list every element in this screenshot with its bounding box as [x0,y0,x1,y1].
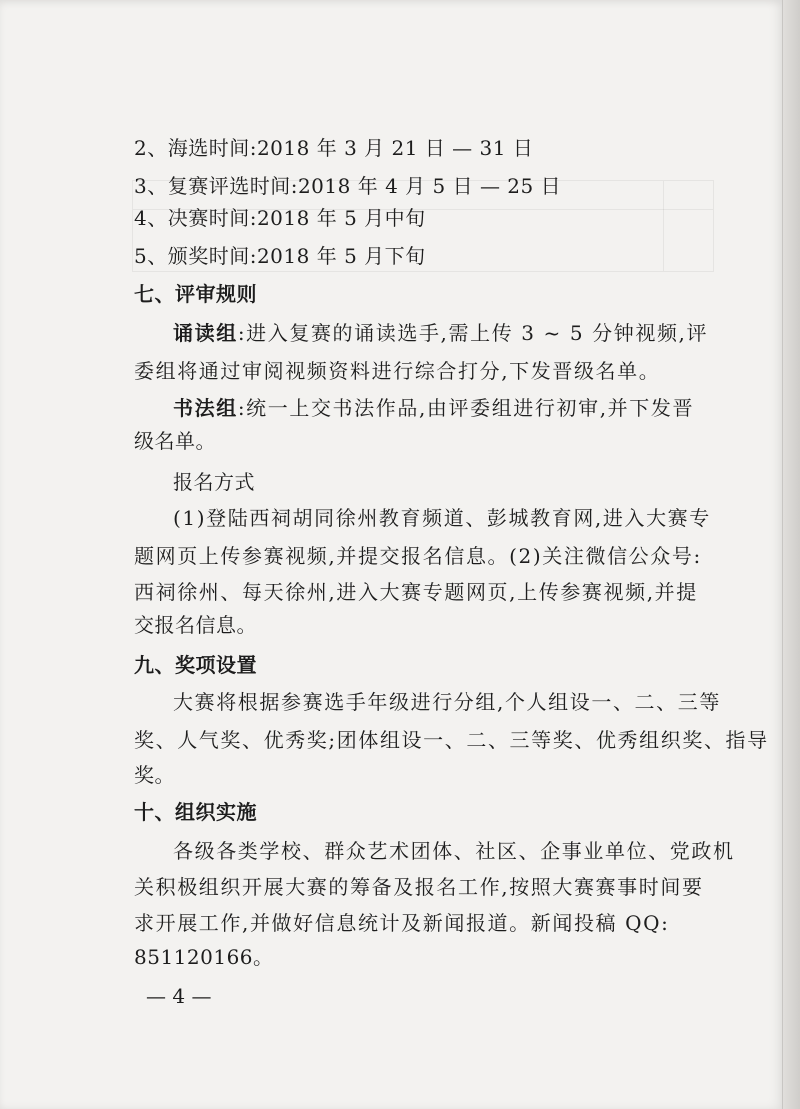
rule-calligraphy-text: :统一上交书法作品,由评委组进行初审,并下发晋 [237,396,695,420]
organization-line-3: 求开展工作,并做好信息统计及新闻报道。新闻投稿 QQ: [134,911,670,935]
section-heading-awards: 九、奖项设置 [134,653,257,677]
schedule-item-final: 4、决赛时间:2018 年 5 月中旬 [134,206,426,230]
rule-recitation-line-2: 委组将通过审阅视频资料进行综合打分,下发晋级名单。 [134,359,661,383]
schedule-item-audition: 2、海选时间:2018 年 3 月 21 日 — 31 日 [134,136,534,160]
registration-line-1: (1)登陆西祠胡同徐州教育频道、彭城教育网,进入大赛专 [173,506,711,530]
registration-line-2: 题网页上传参赛视频,并提交报名信息。(2)关注微信公众号: [134,544,702,568]
organization-line-4: 851120166。 [134,945,274,969]
rule-recitation-label: 诵读组 [173,321,238,345]
rule-recitation-line-1 [173,318,708,348]
section-heading-organization: 十、组织实施 [134,800,257,824]
awards-line-3: 奖。 [134,763,175,787]
schedule-item-award: 5、颁奖时间:2018 年 5 月下旬 [134,244,426,268]
rule-calligraphy-line-1 [173,393,694,423]
schedule-item-semifinal: 3、复赛评选时间:2018 年 4 月 5 日 — 25 日 [134,174,562,198]
rule-calligraphy-label: 书法组 [173,396,238,420]
page-number: — 4 — [146,984,212,1008]
awards-line-2: 奖、人气奖、优秀奖;团体组设一、二、三等奖、优秀组织奖、指导 [134,728,769,752]
organization-line-1: 各级各类学校、群众艺术团体、社区、企事业单位、党政机 [173,839,735,863]
section-heading-registration: 报名方式 [173,470,255,494]
registration-line-3: 西祠徐州、每天徐州,进入大赛专题网页,上传参赛视频,并提 [134,580,698,604]
registration-line-4: 交报名信息。 [134,613,257,637]
awards-line-1: 大赛将根据参赛选手年级进行分组,个人组设一、二、三等 [173,690,721,714]
page-edge [782,0,800,1109]
rule-recitation-text: :进入复赛的诵读选手,需上传 3 ~ 5 分钟视频,评 [237,321,709,345]
rule-calligraphy-line-2: 级名单。 [134,429,216,453]
section-heading-judging-rules: 七、评审规则 [134,282,257,306]
organization-line-2: 关积极组织开展大赛的筹备及报名工作,按照大赛赛事时间要 [134,875,704,899]
